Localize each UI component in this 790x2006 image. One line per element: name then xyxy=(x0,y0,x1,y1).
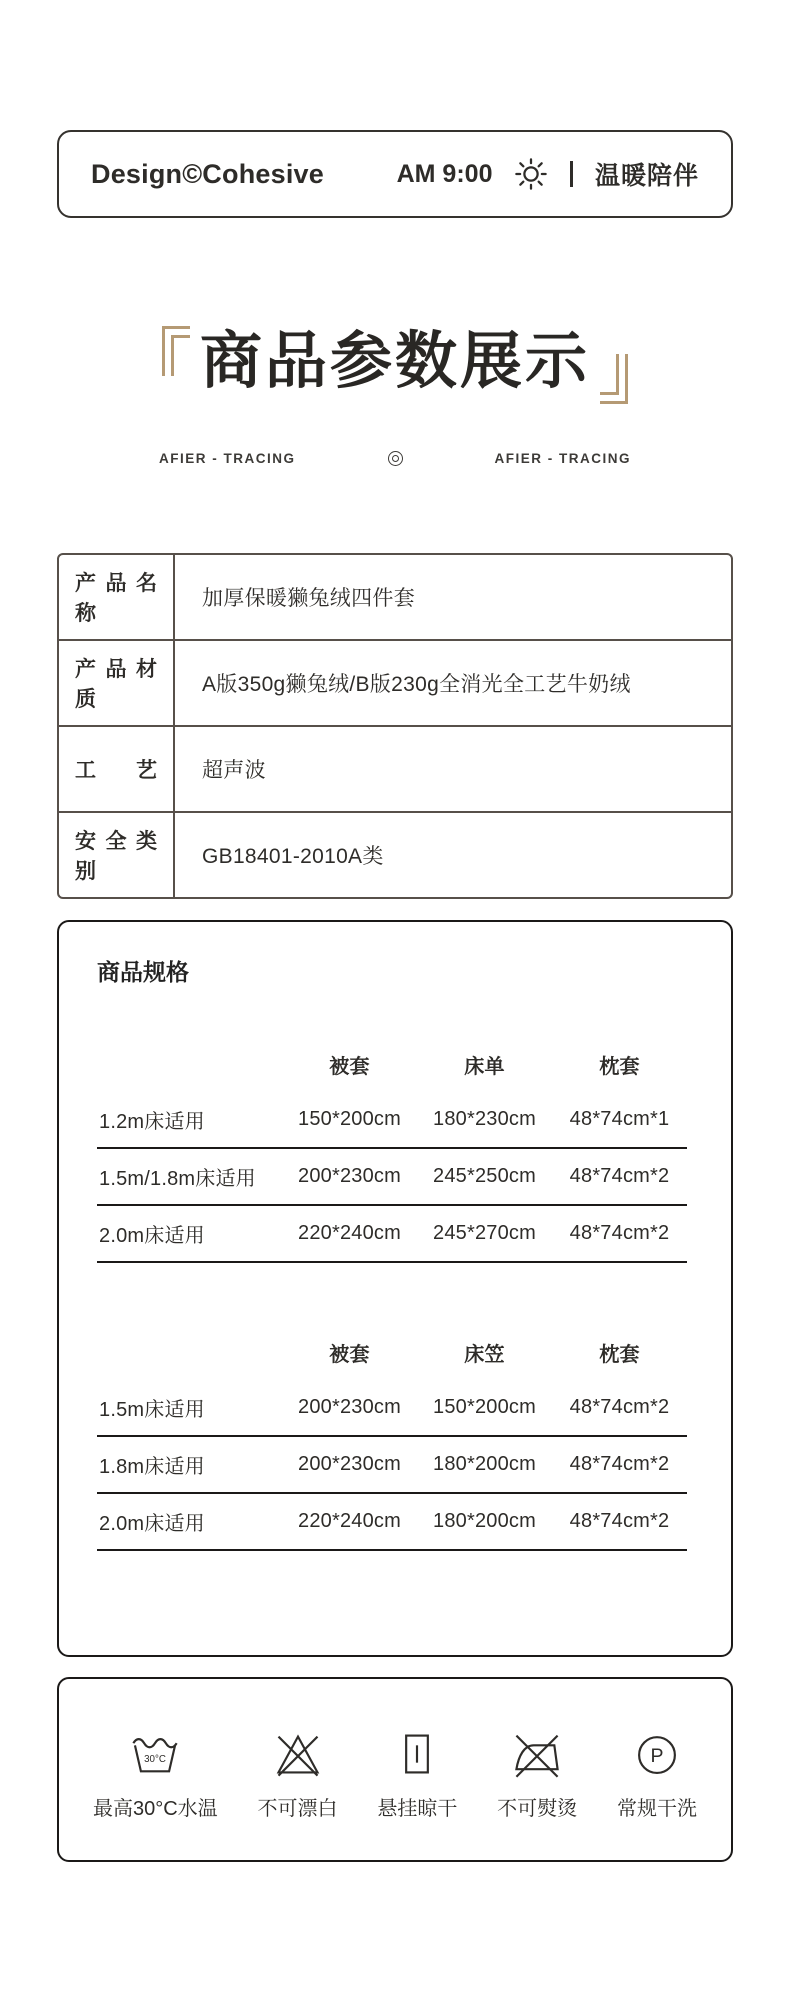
param-label-text: 产品材质 xyxy=(75,658,157,711)
spec-value: 48*74cm*2 xyxy=(569,1396,670,1418)
spec-column-header: 床笠 xyxy=(464,1344,505,1366)
spec-row xyxy=(97,1206,687,1263)
spec-value: 48*74cm*2 xyxy=(569,1222,670,1244)
spec-row-label: 1.2m床适用 xyxy=(99,1111,205,1133)
specs-title: 商品规格 xyxy=(97,959,189,985)
page-title-text: 商品参数展示 xyxy=(199,327,590,396)
care-card xyxy=(57,1677,733,1862)
spec-header-row xyxy=(97,1037,687,1092)
hang-dry-icon xyxy=(391,1728,443,1780)
spec-value: 245*270cm xyxy=(433,1222,536,1244)
bullseye-icon xyxy=(388,451,403,466)
param-value: GB18401-2010A类 xyxy=(202,845,384,868)
spec-value: 220*240cm xyxy=(298,1510,401,1532)
param-value: A版350g獭兔绒/B版230g全消光全工艺牛奶绒 xyxy=(202,673,631,696)
param-row xyxy=(59,555,731,639)
header-card xyxy=(57,130,733,218)
spec-column-header: 枕套 xyxy=(599,1056,640,1078)
spec-column-header: 被套 xyxy=(329,1344,370,1366)
care-item xyxy=(377,1728,457,1821)
dry-clean-letter: P xyxy=(650,1745,664,1768)
spec-value: 48*74cm*2 xyxy=(569,1510,670,1532)
spec-value: 180*230cm xyxy=(433,1108,536,1130)
page-title xyxy=(0,328,790,396)
spec-column-header: 床单 xyxy=(464,1056,505,1078)
time-label: AM 9:00 xyxy=(396,159,493,188)
care-label: 悬挂晾干 xyxy=(377,1798,458,1820)
spec-row-label: 1.5m/1.8m床适用 xyxy=(99,1168,256,1190)
spec-table xyxy=(97,1037,687,1263)
subtitle-right-label: AFIER - TRACING xyxy=(494,451,631,466)
param-row xyxy=(59,639,731,725)
param-label xyxy=(59,555,175,639)
spec-value: 150*200cm xyxy=(433,1396,536,1418)
spec-value: 180*200cm xyxy=(433,1510,536,1532)
sun-icon xyxy=(514,157,548,191)
wash-30-icon xyxy=(129,1728,181,1780)
slogan-label: 温暖陪伴 xyxy=(594,162,699,190)
bracket-left-icon xyxy=(162,326,190,376)
spec-value: 220*240cm xyxy=(298,1222,401,1244)
spec-row xyxy=(97,1437,687,1494)
care-label: 常规干洗 xyxy=(617,1798,697,1820)
spec-value: 245*250cm xyxy=(433,1165,536,1187)
spec-table xyxy=(97,1325,687,1551)
spec-column-header: 枕套 xyxy=(599,1344,640,1366)
param-label xyxy=(59,727,175,811)
care-item xyxy=(93,1728,218,1821)
param-value: 加厚保暖獭兔绒四件套 xyxy=(202,587,415,610)
spec-tables xyxy=(97,1037,691,1551)
spec-row-label: 1.8m床适用 xyxy=(99,1456,205,1478)
specs-card xyxy=(57,920,733,1657)
care-label: 最高30°C水温 xyxy=(93,1798,218,1820)
bracket-right-icon xyxy=(600,354,628,404)
care-item xyxy=(258,1728,338,1821)
spec-header-row xyxy=(97,1325,687,1380)
care-label: 不可熨烫 xyxy=(497,1798,578,1820)
header-right-group xyxy=(397,156,699,192)
spec-value: 200*230cm xyxy=(298,1165,401,1187)
spec-row xyxy=(97,1149,687,1206)
care-label: 不可漂白 xyxy=(257,1798,338,1820)
brand-text: Design©Cohesive xyxy=(91,158,324,189)
subtitle-row xyxy=(0,451,790,466)
param-label-text: 工艺 xyxy=(75,759,157,782)
wash-temp-text: 30°C xyxy=(144,1754,167,1766)
no-iron-icon xyxy=(511,1728,563,1780)
spec-row xyxy=(97,1494,687,1551)
care-item xyxy=(617,1728,697,1821)
param-label-text: 产品名称 xyxy=(75,572,157,625)
spec-row xyxy=(97,1092,687,1149)
dry-clean-icon xyxy=(631,1728,683,1780)
spec-row-label: 1.5m床适用 xyxy=(99,1399,205,1421)
header-divider xyxy=(570,161,573,187)
param-label xyxy=(59,641,175,725)
spec-value: 150*200cm xyxy=(298,1108,401,1130)
no-bleach-icon xyxy=(272,1728,324,1780)
param-value: 超声波 xyxy=(202,759,266,782)
spec-row-label: 2.0m床适用 xyxy=(99,1225,205,1247)
spec-value: 48*74cm*2 xyxy=(569,1165,670,1187)
param-label-text: 安全类别 xyxy=(75,830,157,883)
param-row xyxy=(59,811,731,897)
subtitle-left-label: AFIER - TRACING xyxy=(159,451,296,466)
spec-row xyxy=(97,1380,687,1437)
spec-value: 180*200cm xyxy=(433,1453,536,1475)
product-params-table xyxy=(57,553,733,899)
spec-row-label: 2.0m床适用 xyxy=(99,1513,205,1535)
care-item xyxy=(497,1728,577,1821)
spec-value: 200*230cm xyxy=(298,1396,401,1418)
spec-value: 200*230cm xyxy=(298,1453,401,1475)
param-row xyxy=(59,725,731,811)
param-label xyxy=(59,813,175,897)
spec-column-header: 被套 xyxy=(329,1056,370,1078)
spec-value: 48*74cm*1 xyxy=(569,1108,670,1130)
spec-value: 48*74cm*2 xyxy=(569,1453,670,1475)
